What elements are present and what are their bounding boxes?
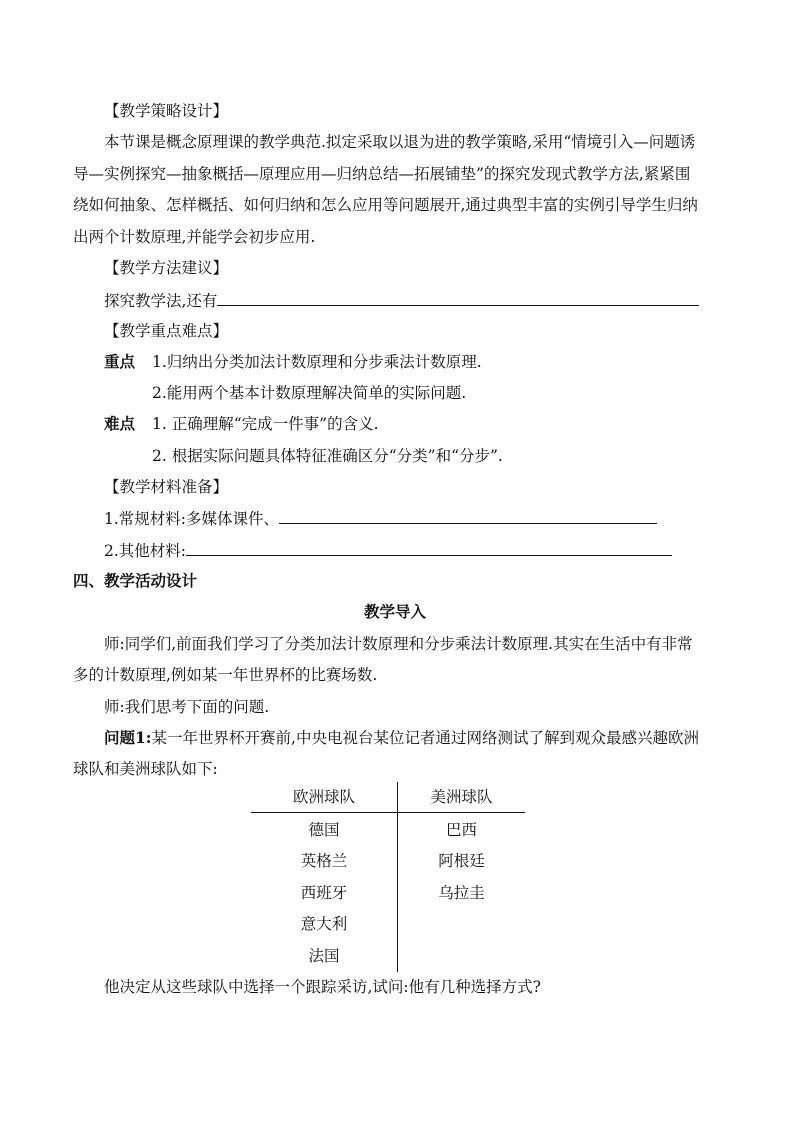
intro-line-3: 师:我们思考下面的问题. [104, 698, 270, 716]
table-divider-horizontal [251, 812, 525, 813]
europe-team: 法国 [308, 947, 340, 965]
strategy-line-2: 导—实例探究—抽象概括—原理应用—归纳总结—拓展铺垫”的探究发现式教学方法,紧紧围 [73, 165, 691, 183]
materials-line-1 [104, 508, 657, 529]
question-line-2: 球队和美洲球队如下: [73, 760, 218, 778]
intro-line-2: 多的计数原理,例如某一年世界杯的比赛场数. [73, 666, 378, 684]
materials-item-1: 1.常规材料:多媒体课件、 [104, 510, 280, 528]
europe-team: 西班牙 [300, 884, 348, 902]
methods-text: 探究教学法,还有 [104, 292, 218, 310]
focus-label: 重点 [104, 352, 136, 371]
table-divider-vertical [397, 782, 398, 972]
strategy-line-3: 绕如何抽象、怎样概括、如何归纳和怎么应用等问题展开,通过典型丰富的实例引导学生归纳 [73, 196, 698, 214]
intro-line-1: 师:同学们,前面我们学习了分类加法计数原理和分步乘法计数原理.其实在生活中有非常 [104, 635, 693, 653]
methods-heading: 【教学方法建议】 [104, 259, 229, 277]
methods-line [104, 290, 699, 311]
section-heading: 四、教学活动设计 [73, 571, 198, 590]
keypoints-heading: 【教学重点难点】 [104, 322, 229, 340]
strategy-line-1: 本节课是概念原理课的教学典范.拟定采取以退为进的教学策略,采用“情境引入—问题诱 [104, 133, 696, 151]
question-label: 问题1: [104, 728, 152, 747]
materials-blank-2[interactable] [186, 540, 672, 556]
difficulty-line-1 [104, 414, 379, 434]
europe-team: 英格兰 [300, 852, 348, 870]
header-america: 美洲球队 [430, 788, 493, 806]
difficulty-label: 难点 [104, 414, 136, 433]
difficulty-item-1: 1. 正确理解“完成一件事”的含义. [152, 415, 379, 433]
europe-team: 德国 [308, 821, 340, 839]
focus-line-1 [104, 352, 482, 372]
question-line-1 [104, 728, 699, 748]
america-team: 乌拉圭 [438, 884, 485, 902]
materials-blank-1[interactable] [279, 508, 657, 524]
strategy-line-4: 出两个计数原理,并能学会初步应用. [73, 228, 316, 246]
materials-item-2: 2.其他材料: [104, 542, 187, 560]
focus-item-1: 1.归纳出分类加法计数原理和分步乘法计数原理. [152, 353, 482, 371]
header-europe: 欧洲球队 [292, 788, 355, 806]
section-subheading: 教学导入 [364, 602, 427, 621]
america-team: 阿根廷 [438, 852, 485, 870]
question-text-1: 某一年世界杯开赛前,中央电视台某位记者通过网络测试了解到观众最感兴趣欧洲 [151, 729, 699, 747]
europe-team: 意大利 [300, 915, 348, 933]
strategy-heading: 【教学策略设计】 [104, 102, 229, 120]
team-table [251, 782, 525, 972]
materials-line-2 [104, 540, 672, 561]
america-team: 巴西 [445, 821, 477, 839]
closing-question: 他决定从这些球队中选择一个跟踪采访,试问:他有几种选择方式? [104, 978, 541, 996]
difficulty-line-2: 2. 根据实际问题具体特征准确区分“分类”和“分步”. [152, 447, 503, 465]
methods-blank[interactable] [217, 290, 699, 306]
focus-line-2: 2.能用两个基本计数原理解决简单的实际问题. [152, 384, 467, 402]
materials-heading: 【教学材料准备】 [104, 478, 229, 496]
